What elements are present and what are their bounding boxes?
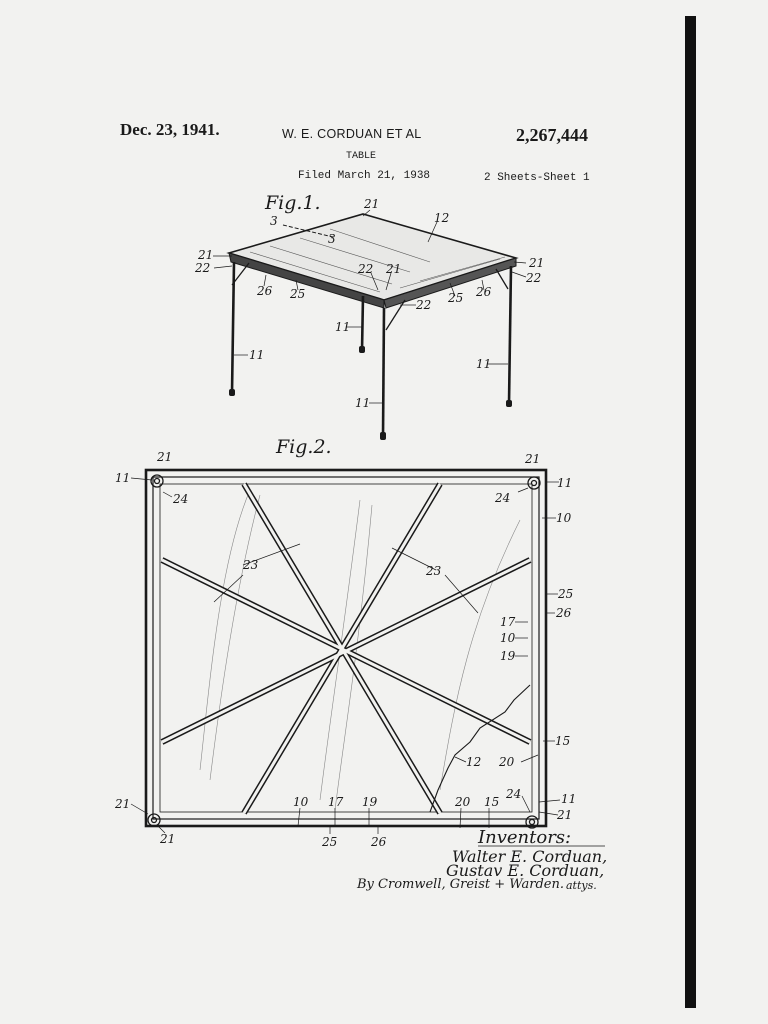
ref-numeral: 12: [466, 755, 482, 769]
fig2-drawing: [114, 436, 576, 849]
ref-numeral: 10: [500, 631, 516, 645]
ref-numeral: 22: [195, 261, 211, 275]
ref-numeral: 15: [484, 795, 500, 809]
fig1-drawing: [194, 192, 544, 440]
ref-numeral: 22: [526, 271, 542, 285]
fig1-feet: [229, 346, 512, 440]
ref-numeral: 22: [358, 262, 374, 276]
ref-numeral: 11: [476, 357, 492, 371]
filing-date: Filed March 21, 1938: [298, 170, 431, 182]
ref-numeral: 19: [500, 649, 516, 663]
ref-numeral: 11: [557, 476, 573, 490]
patent-number: 2,267,444: [516, 125, 588, 145]
ref-numeral: 17: [500, 615, 516, 629]
ref-numeral: 25: [558, 587, 574, 601]
ref-numeral: 15: [555, 734, 571, 748]
ref-numeral: 3: [328, 232, 336, 246]
ref-numeral: 21: [529, 256, 545, 270]
ref-numeral: 21: [557, 808, 573, 822]
ref-numeral: 21: [160, 832, 176, 846]
ref-numeral: 21: [364, 197, 380, 211]
ref-numeral: 20: [499, 755, 515, 769]
sheet-count: 2 Sheets-Sheet 1: [484, 172, 590, 184]
ref-numeral: 24: [495, 491, 511, 505]
ref-numeral: 26: [371, 835, 387, 849]
ref-numeral: 10: [556, 511, 572, 525]
ref-numeral: 25: [290, 287, 306, 301]
fig2-label: Fig.2.: [276, 436, 332, 458]
ref-numeral: 26: [556, 606, 572, 620]
inventor-name: W. E. CORDUAN ET AL: [282, 127, 422, 141]
attorneys-signature: By Cromwell, Greist + Warden.: [357, 877, 564, 892]
ref-numeral: 21: [157, 450, 173, 464]
ref-numeral: 23: [426, 564, 442, 578]
ref-numeral: 25: [448, 291, 464, 305]
ref-numeral: 11: [355, 396, 371, 410]
ref-numeral: 21: [386, 262, 402, 276]
ref-numeral: 3: [270, 214, 278, 228]
ref-numeral: 21: [525, 452, 541, 466]
patent-date: Dec. 23, 1941.: [120, 120, 220, 139]
invention-title: TABLE: [346, 151, 377, 162]
ref-numeral: 12: [434, 211, 450, 225]
ref-numeral: 26: [476, 285, 492, 299]
ref-numeral: 17: [328, 795, 344, 809]
ref-numeral: 24: [173, 492, 189, 506]
ref-numeral: 25: [322, 835, 338, 849]
fig1-label: Fig.1.: [265, 192, 321, 214]
ref-numeral: 10: [293, 795, 309, 809]
ref-numeral: 22: [416, 298, 432, 312]
ref-numeral: 11: [115, 471, 131, 485]
ref-numeral: 24: [506, 787, 522, 801]
ref-numeral: 11: [249, 348, 265, 362]
ref-numeral: 26: [257, 284, 273, 298]
ref-numeral: 23: [243, 558, 259, 572]
ref-numeral: 20: [455, 795, 471, 809]
inventor-signature-1: Walter E. Corduan,: [452, 847, 608, 866]
ref-numeral: 21: [115, 797, 131, 811]
ref-numeral: 19: [362, 795, 378, 809]
signature-block: [356, 827, 607, 892]
ref-numeral: 11: [561, 792, 577, 806]
ref-numeral: 11: [335, 320, 351, 334]
inventor-signature-2: Gustav E. Corduan,: [446, 861, 605, 880]
attorneys-suffix: attys.: [566, 879, 597, 892]
inventors-heading: Inventors:: [478, 827, 572, 848]
ref-numeral: 21: [198, 248, 214, 262]
